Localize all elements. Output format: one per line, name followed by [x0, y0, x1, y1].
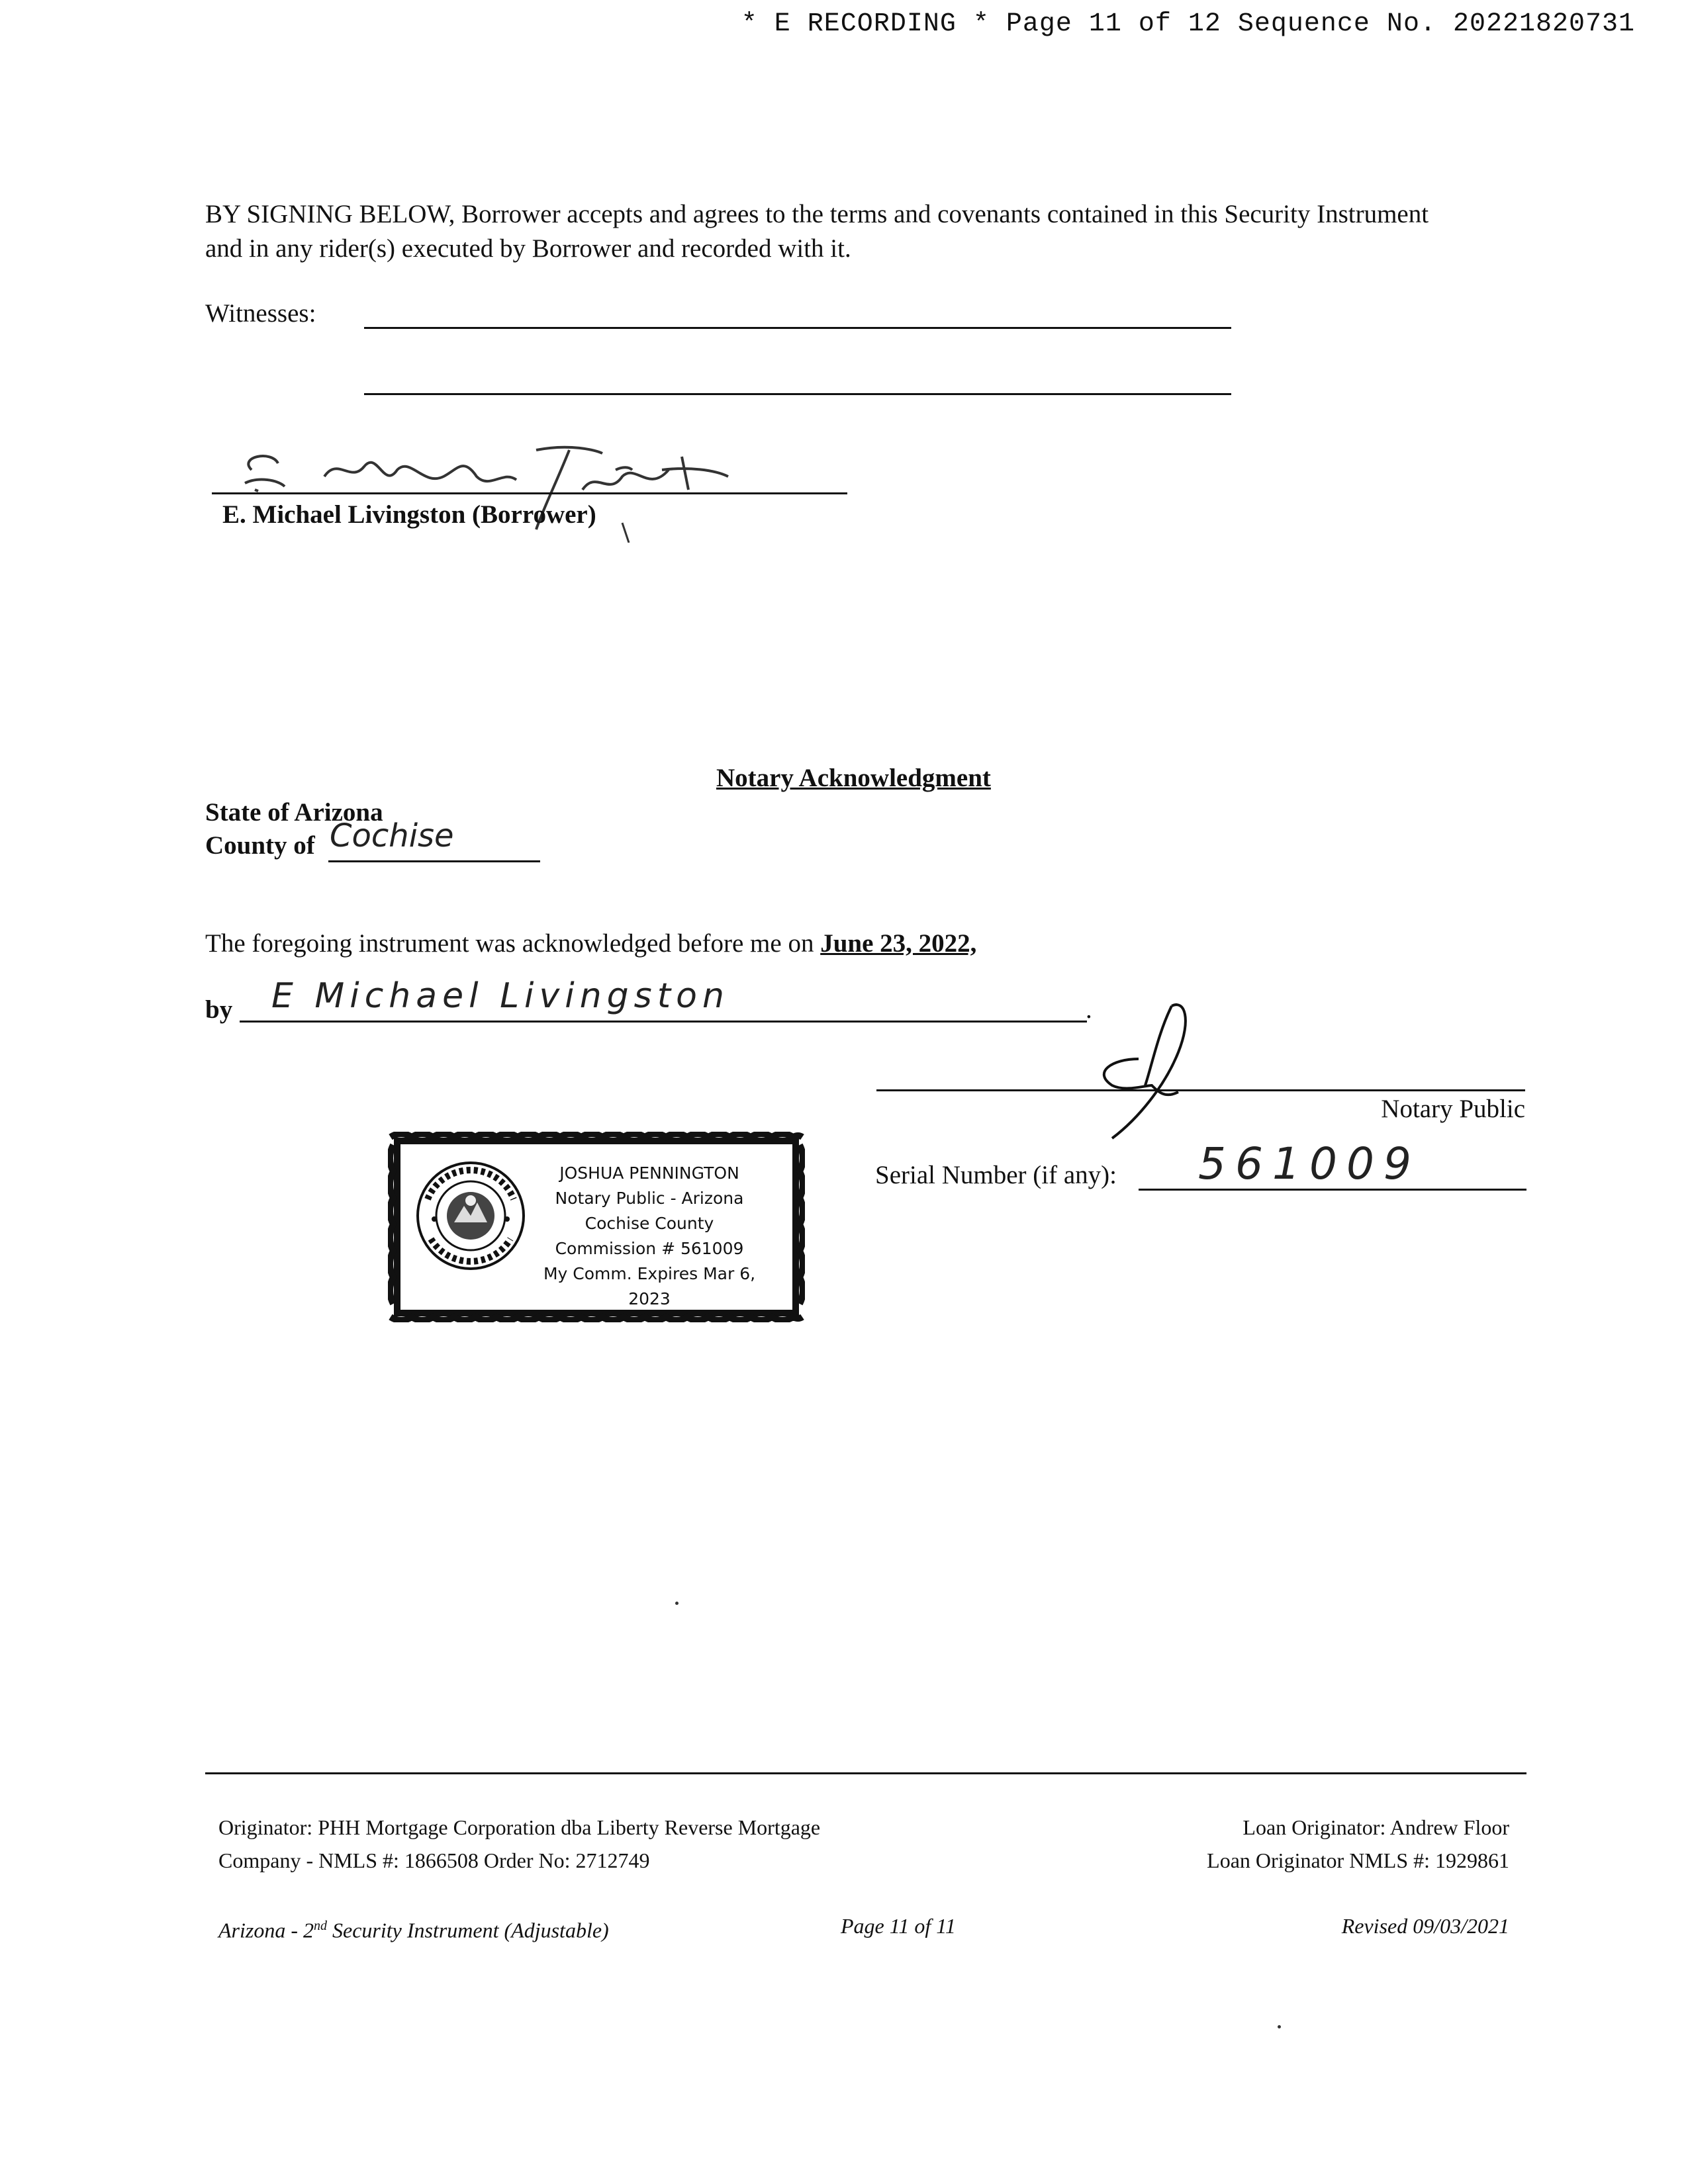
foregoing-text: The foregoing instrument was acknowledged before me on — [205, 929, 814, 958]
originator-block — [218, 1811, 820, 1877]
by-handwritten-name: E Michael Livingston — [271, 976, 729, 1016]
stamp-notary-title: Notary Public - Arizona — [555, 1189, 744, 1208]
county-handwritten: Cochise — [330, 817, 454, 854]
loan-originator-block — [1207, 1811, 1509, 1877]
foregoing-statement — [205, 927, 976, 961]
recording-header: * E RECORDING * Page 11 of 12 Sequence No. 20221820731 — [741, 9, 1635, 39]
borrower-name: E. Michael Livingston (Borrower) — [222, 500, 596, 529]
serial-line — [1139, 1189, 1526, 1191]
acknowledgment-date: June 23, 2022, — [820, 929, 977, 958]
notary-state: State of Arizona — [205, 798, 383, 827]
witness-line-2 — [364, 393, 1231, 395]
notary-signature — [1086, 993, 1211, 1145]
originator-line-1: Originator: PHH Mortgage Corporation dba Liberty Reverse Mortgage — [218, 1815, 821, 1839]
stamp-expiration: My Comm. Expires Mar 6, 2023 — [543, 1264, 756, 1308]
arizona-state-seal-icon — [414, 1160, 527, 1272]
witnesses-label: Witnesses: — [205, 299, 316, 328]
stamp-county: Cochise County — [585, 1214, 714, 1233]
stamp-notary-name: JOSHUA PENNINGTON — [559, 1163, 739, 1183]
by-period: . — [1086, 995, 1092, 1024]
stamp-text-block — [520, 1161, 778, 1312]
notary-title: Notary Acknowledgment — [716, 764, 991, 792]
signing-statement-line-1: BY SIGNING BELOW, Borrower accepts and agrees to the terms and covenants contained in this Security Instrument — [205, 200, 1429, 228]
notary-signature-line — [876, 1089, 1525, 1091]
by-label: by — [205, 995, 233, 1024]
document-title — [218, 1909, 609, 1947]
document-title-superscript: nd — [314, 1919, 327, 1933]
signing-statement-line-2: and in any rider(s) executed by Borrower and recorded with it. — [205, 234, 851, 263]
stray-dot — [1278, 2025, 1281, 2028]
county-line — [328, 860, 540, 862]
document-title-prefix: Arizona - 2 — [218, 1918, 314, 1942]
notary-stamp — [388, 1132, 805, 1322]
loan-originator-nmls: Loan Originator NMLS #: 1929861 — [1207, 1848, 1509, 1872]
by-line — [240, 1021, 1087, 1023]
borrower-signature-line — [212, 492, 847, 494]
document-title-suffix: Security Instrument (Adjustable) — [327, 1918, 609, 1942]
serial-label: Serial Number (if any): — [875, 1161, 1117, 1189]
serial-handwritten: 561009 — [1198, 1138, 1421, 1189]
stray-dot — [675, 1602, 679, 1605]
notary-county-label: County of — [205, 831, 315, 860]
originator-line-2: Company - NMLS #: 1866508 Order No: 2712749 — [218, 1848, 650, 1872]
revised-date: Revised 09/03/2021 — [1341, 1914, 1509, 1938]
notary-public-label: Notary Public — [1381, 1095, 1525, 1123]
loan-originator: Loan Originator: Andrew Floor — [1243, 1815, 1509, 1839]
signing-statement — [205, 197, 1529, 266]
stamp-commission: Commission # 561009 — [555, 1239, 744, 1258]
page-number: Page 11 of 11 — [841, 1914, 956, 1938]
witness-line-1 — [364, 327, 1231, 329]
footer-divider — [205, 1772, 1526, 1774]
